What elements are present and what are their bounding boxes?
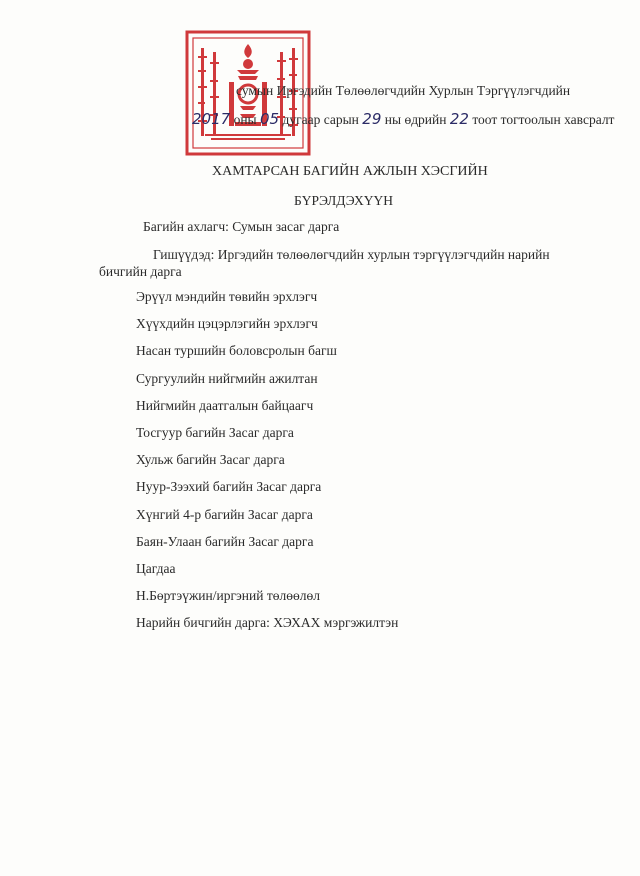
member-item: Цагдаа	[136, 560, 176, 576]
member-item: Хүнгий 4-р багийн Засаг дарга	[136, 506, 313, 522]
resolution-number-suffix: тоот тогтоолын хавсралт	[472, 112, 615, 127]
members-intro-line-2: бичгийн дарга	[99, 264, 182, 279]
resolution-day-suffix: ны	[384, 112, 402, 127]
team-leader-line: Багийн ахлагч: Сумын засаг дарга	[143, 219, 340, 234]
member-item: Нийгмийн даатгалын байцаагч	[136, 397, 314, 413]
resolution-month-suffix: дугаар сарын	[282, 112, 359, 127]
member-item: Тосгуур багийн Засаг дарга	[136, 424, 294, 440]
member-item: Эрүүл мэндийн төвийн эрхлэгч	[136, 289, 318, 304]
resolution-month: 05	[259, 110, 280, 128]
members-intro-line-1: Гишүүдэд: Иргэдийн төлөөлөгчдийн хурлын тэргүүлэгчдийн нарийн	[153, 247, 550, 262]
resolution-day: 29	[362, 110, 382, 128]
resolution-year: 2017	[192, 110, 231, 128]
resolution-reference-line-2	[192, 110, 614, 128]
member-item: Сургуулийн нийгмийн ажилтан	[136, 370, 318, 386]
document-title-line-2: БҮРЭЛДЭХҮҮН	[294, 193, 393, 208]
member-item: Нуур-Зээхий багийн Засаг дарга	[136, 479, 322, 495]
member-list	[136, 289, 398, 642]
member-item: Хульж багийн Засаг дарга	[136, 452, 285, 468]
resolution-year-suffix: оны	[233, 112, 257, 127]
document-title-line-1: ХАМТАРСАН БАГИЙН АЖЛЫН ХЭСГИЙН	[212, 164, 488, 179]
member-item: Хүүхдийн цэцэрлэгийн эрхлэгч	[136, 316, 318, 332]
member-item: Насан туршийн боловсролын багш	[136, 343, 337, 359]
member-item: Н.Бөртэүжин/иргэний төлөөлөл	[136, 588, 320, 604]
member-item: Баян-Улаан багийн Засаг дарга	[136, 533, 314, 549]
resolution-day-label: өдрийн	[404, 112, 447, 127]
resolution-number: 22	[449, 110, 469, 128]
member-item: Нарийн бичгийн дарга: ХЭХАХ мэргэжилтэн	[136, 615, 399, 631]
resolution-reference-line-1: сумын Иргэдийн Төлөөлөгчдийн Хурлын Тэргүүлэгчдийн	[236, 83, 571, 98]
